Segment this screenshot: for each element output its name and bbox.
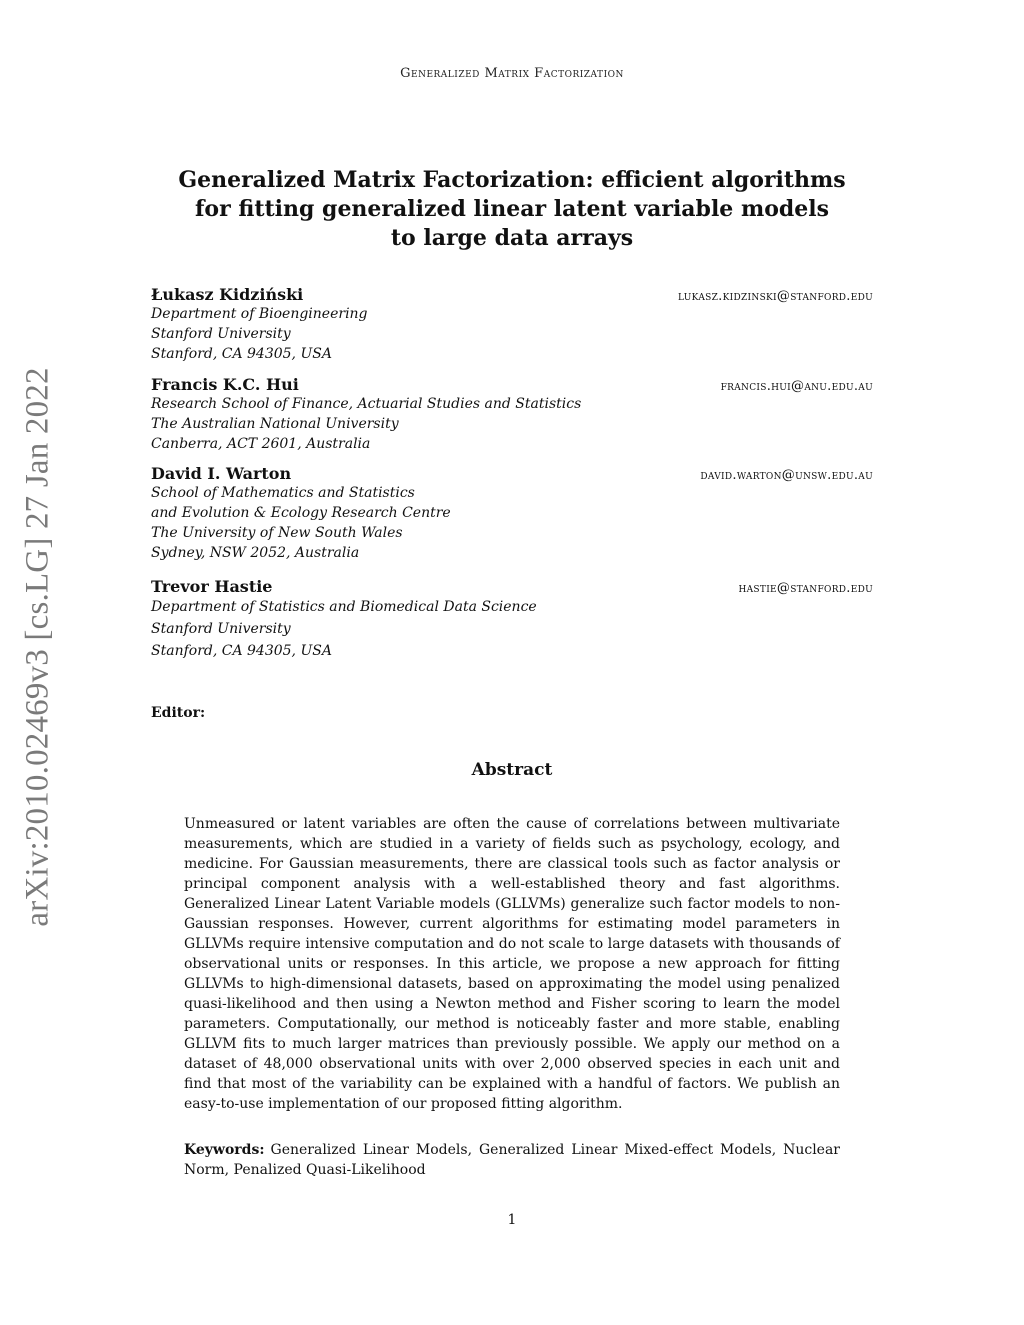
- author-affiliation: School of Mathematics and Statistics: [151, 485, 415, 501]
- author-affiliation: Sydney, NSW 2052, Australia: [151, 545, 360, 561]
- keywords-label: Keywords:: [184, 1142, 265, 1158]
- author-affiliation: Stanford University: [151, 326, 291, 342]
- author-block: [151, 375, 873, 454]
- running-head: Generalized Matrix Factorization: [400, 66, 624, 81]
- keywords: [184, 1140, 840, 1180]
- author-affiliation: Stanford, CA 94305, USA: [151, 346, 332, 362]
- author-email[interactable]: francis.hui@anu.edu.au: [720, 379, 873, 394]
- author-name: Trevor Hastie: [151, 577, 273, 596]
- title-line: Generalized Matrix Factorization: efficient algorithms: [178, 167, 846, 193]
- page-number: 1: [507, 1212, 517, 1228]
- author-name: Francis K.C. Hui: [151, 375, 299, 394]
- author-affiliation: Stanford University: [151, 621, 291, 637]
- author-affiliation: Department of Statistics and Biomedical Data Science: [151, 599, 537, 615]
- title-line: for fitting generalized linear latent variable models: [194, 196, 830, 222]
- keywords-text: Generalized Linear Models, Generalized Linear Mixed-effect Models, Nuclear Norm, Penalized Quasi-Likelihood: [184, 1142, 840, 1178]
- author-affiliation: Research School of Finance, Actuarial Studies and Statistics: [151, 396, 582, 412]
- author-email[interactable]: hastie@stanford.edu: [738, 581, 873, 596]
- author-block: [151, 577, 873, 662]
- abstract-heading: Abstract: [471, 760, 553, 780]
- author-block: [151, 464, 873, 563]
- abstract-text: Unmeasured or latent variables are often the cause of correlations between multivariate measurements, which are studied in a variety of fields such as psychology, ecology, and medicine. For Gaussian measurements, there are classical tools such as factor analysis or principal component analysis with a well-established theory and fast algorithms. Generalized Linear Latent Variable models (GLLVMs) generalize such factor models to non-Gaussian responses. However, current algorithms for estimating model parameters in GLLVMs require intensive computation and do not scale to large datasets with thousands of observational units or responses. In this article, we propose a new approach for fitting GLLVMs to high-dimensional datasets, based on approximating the model using penalized quasi-likelihood and then using a Newton method and Fisher scoring to learn the model parameters. Computationally, our method is noticeably faster and more stable, enabling GLLVM fits to much larger matrices than previously possible. We apply our method on a dataset of 48,000 observational units with over 2,000 observed species in each unit and find that most of the variability can be explained with a handful of factors. We publish an easy-to-use implementation of our proposed fitting algorithm.: [184, 816, 840, 1112]
- author-name: David I. Warton: [151, 464, 292, 483]
- editor-label: Editor:: [151, 705, 206, 721]
- arxiv-stamp-text: arXiv:2010.02469v3 [cs.LG] 27 Jan 2022: [19, 367, 56, 927]
- author-email[interactable]: lukasz.kidzinski@stanford.edu: [678, 289, 873, 304]
- author-email[interactable]: david.warton@unsw.edu.au: [700, 468, 873, 483]
- author-block: [151, 285, 873, 364]
- author-name: Łukasz Kidziński: [151, 285, 304, 304]
- author-affiliation: Canberra, ACT 2601, Australia: [151, 436, 371, 452]
- author-affiliation: The University of New South Wales: [151, 525, 403, 541]
- author-affiliation: and Evolution & Ecology Research Centre: [151, 505, 451, 521]
- title-line: to large data arrays: [390, 225, 634, 251]
- author-affiliation: The Australian National University: [151, 416, 399, 432]
- paper-title: [120, 166, 904, 253]
- author-affiliation: Stanford, CA 94305, USA: [151, 643, 332, 659]
- author-affiliation: Department of Bioengineering: [151, 306, 368, 322]
